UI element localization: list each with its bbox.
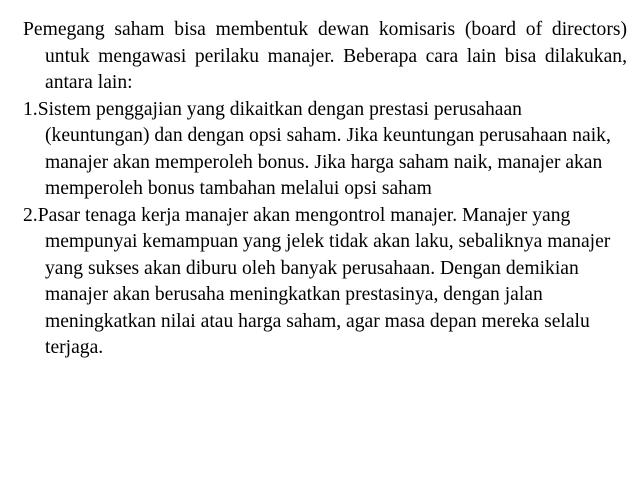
list-item-number: 1.	[23, 98, 38, 120]
slide-body	[23, 17, 627, 362]
intro-paragraph: Pemegang saham bisa membentuk dewan komisaris (board of directors) untuk mengawasi perilaku manajer. Beberapa cara lain bisa dilakukan, antara lain:	[23, 19, 627, 93]
list-item-text: Sistem penggajian yang dikaitkan dengan prestasi perusahaan (keuntungan) dan dengan opsi saham. Jika keuntungan perusahaan naik, manajer akan memperoleh bonus. Jika harga saham naik, manajer akan memperoleh bonus tambahan melalui opsi saham	[37, 98, 611, 199]
list-item-text: Pasar tenaga kerja manajer akan mengontrol manajer. Manajer yang mempunyai kemampuan yang jelek tidak akan laku, sebaliknya manajer yang sukses akan diburu oleh banyak perusahaan. Dengan demikian manajer akan berusaha meningkatkan prestasinya, dengan jalan meningkatkan nilai atau harga saham, agar masa depan mereka selalu terjaga.	[37, 204, 611, 358]
list-item-1	[23, 97, 627, 203]
list-item-2	[23, 203, 627, 362]
list-item-number: 2.	[23, 204, 38, 226]
